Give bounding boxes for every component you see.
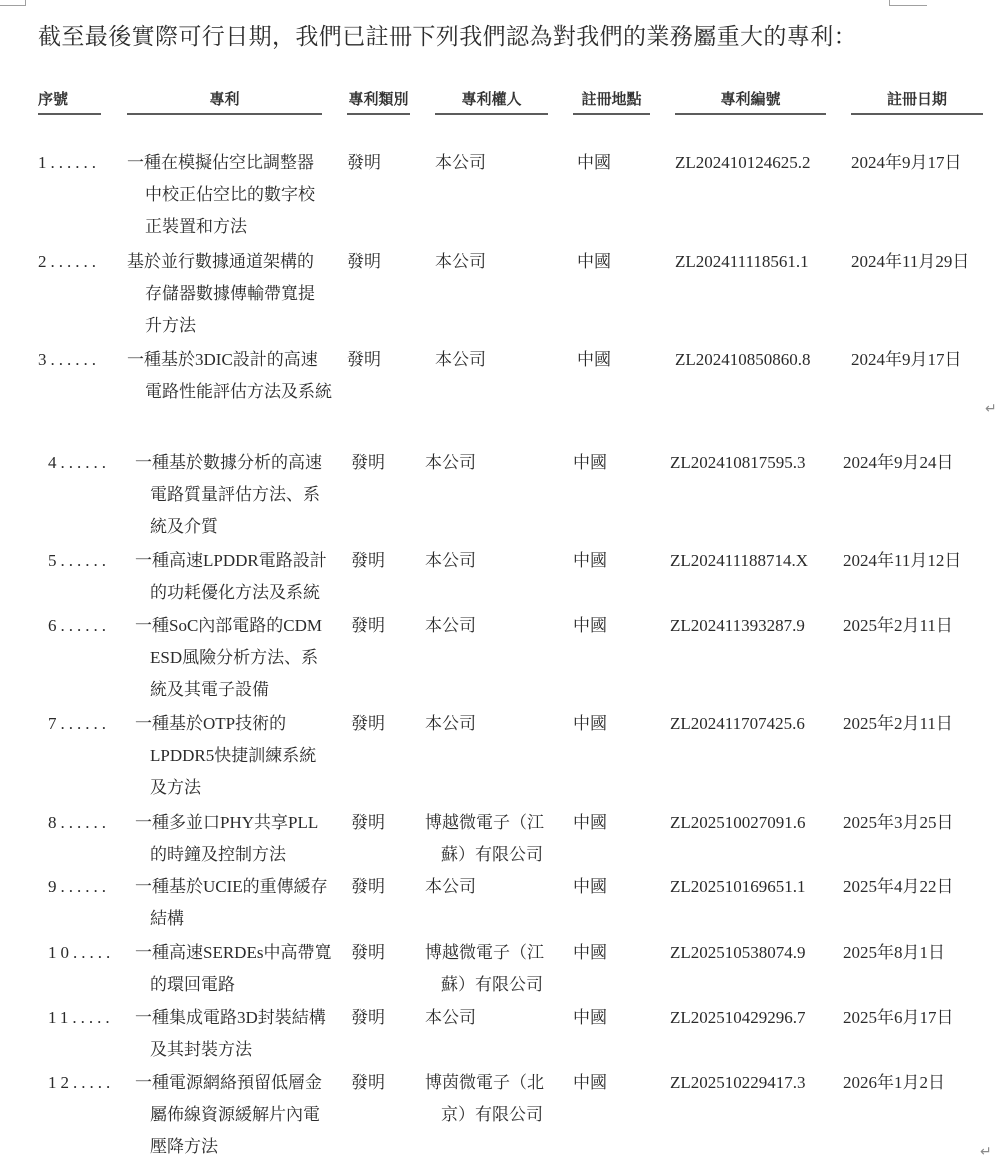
row-index: 11..... <box>48 1008 114 1027</box>
patent-owner <box>425 1067 544 1131</box>
patent-name <box>127 246 315 342</box>
patent-owner-line: 本公司 <box>425 1008 476 1027</box>
patent-name-line: 一種電源網絡預留低層金 <box>135 1073 322 1092</box>
patent-name-line: 升方法 <box>145 316 196 335</box>
registration-place: 中國 <box>573 453 607 472</box>
patent-name-line: LPDDR5快捷訓練系統 <box>150 746 317 765</box>
row-index: 2...... <box>38 252 100 271</box>
registration-date: 2025年2月11日 <box>843 616 953 635</box>
patent-name-line: 正裝置和方法 <box>145 217 247 236</box>
patent-number: ZL202411393287.9 <box>670 616 805 635</box>
patent-type: 發明 <box>351 877 385 896</box>
patent-number: ZL202410124625.2 <box>675 153 811 172</box>
paragraph-mark-icon: ↵ <box>985 401 997 417</box>
registration-date: 2026年1月2日 <box>843 1073 945 1092</box>
patent-type: 發明 <box>351 1073 385 1092</box>
patent-owner-line: 本公司 <box>425 877 476 896</box>
registration-date: 2024年9月17日 <box>851 153 962 172</box>
patent-owner <box>425 807 544 871</box>
registration-place: 中國 <box>573 714 607 733</box>
header-date: 註冊日期 <box>851 88 983 115</box>
patent-owner <box>425 937 544 1001</box>
patent-name-line: 一種高速LPDDR電路設計 <box>135 551 327 570</box>
patent-owner <box>425 610 476 642</box>
patent-name-line: 中校正佔空比的數字校 <box>145 185 315 204</box>
patent-name <box>127 147 315 243</box>
patent-owner <box>425 545 476 577</box>
patent-name-line: 統及介質 <box>150 517 218 536</box>
registration-place: 中國 <box>573 943 607 962</box>
patent-number: ZL202410817595.3 <box>670 453 806 472</box>
patent-owner-line: 本公司 <box>425 551 476 570</box>
registration-date: 2025年8月1日 <box>843 943 945 962</box>
row-index: 4...... <box>48 453 110 472</box>
patent-type: 發明 <box>347 350 381 369</box>
patent-name-line: 一種基於OTP技術的 <box>135 714 287 733</box>
patent-name-line: 統及其電子設備 <box>150 680 269 699</box>
patent-name-line: 一種基於3DIC設計的高速 <box>127 350 318 369</box>
registration-place: 中國 <box>573 616 607 635</box>
patent-number: ZL202411188714.X <box>670 551 809 570</box>
patent-owner-line: 本公司 <box>435 252 486 271</box>
patent-type: 發明 <box>351 616 385 635</box>
patent-owner-line: 本公司 <box>435 350 486 369</box>
patent-name-line: 一種集成電路3D封裝結構 <box>135 1008 326 1027</box>
patent-number: ZL202411118561.1 <box>675 252 809 271</box>
row-index: 12..... <box>48 1073 115 1092</box>
page-corner-mark-right <box>889 0 927 6</box>
patent-owner-line: 博茵微電子（北 <box>425 1073 544 1092</box>
header-number: 專利編號 <box>675 88 826 115</box>
registration-place: 中國 <box>573 813 607 832</box>
patent-owner <box>435 344 486 376</box>
header-no: 序號 <box>38 88 101 115</box>
patent-name-line: 一種基於UCIE的重傳緩存 <box>135 877 328 896</box>
patent-name-line: 基於並行數據通道架構的 <box>127 252 314 271</box>
patent-name-line: 存儲器數據傳輸帶寬提 <box>145 284 315 303</box>
patent-name-line: 電路性能評估方法及系統 <box>145 382 332 401</box>
registration-date: 2024年11月12日 <box>843 551 962 570</box>
patent-owner-line: 博越微電子（江 <box>425 813 544 832</box>
patent-name <box>135 1067 322 1163</box>
patent-owner-line: 本公司 <box>425 714 476 733</box>
registration-date: 2025年6月17日 <box>843 1008 954 1027</box>
registration-date: 2024年9月24日 <box>843 453 954 472</box>
patent-owner-line: 蘇）有限公司 <box>441 845 543 864</box>
registration-place: 中國 <box>573 551 607 570</box>
patent-name <box>135 610 322 706</box>
page-corner-mark-left <box>0 0 26 6</box>
patent-name-line: 一種多並口PHY共享PLL <box>135 813 319 832</box>
paragraph-mark-icon: ↵ <box>980 1144 992 1160</box>
patent-type: 發明 <box>351 551 385 570</box>
patent-name-line: 屬佈線資源緩解片內電 <box>150 1105 320 1124</box>
row-index: 9...... <box>48 877 110 896</box>
patent-name <box>135 807 318 871</box>
patent-owner <box>425 708 476 740</box>
patent-owner-line: 本公司 <box>425 616 476 635</box>
row-index: 7...... <box>48 714 110 733</box>
patent-name-line: 一種高速SERDEs中高帶寬 <box>135 943 332 962</box>
patent-owner <box>435 147 486 179</box>
row-index: 6...... <box>48 616 110 635</box>
header-owner: 專利權人 <box>435 88 548 115</box>
patent-name <box>135 937 331 1001</box>
registration-date: 2025年4月22日 <box>843 877 954 896</box>
registration-place: 中國 <box>577 252 611 271</box>
patent-name <box>127 344 332 408</box>
row-index: 5...... <box>48 551 110 570</box>
patent-owner-line: 博越微電子（江 <box>425 943 544 962</box>
patent-name-line: 壓降方法 <box>150 1137 218 1156</box>
registration-place: 中國 <box>577 153 611 172</box>
patent-name <box>135 1002 326 1066</box>
patent-owner-line: 本公司 <box>435 153 486 172</box>
patent-name-line: 的功耗優化方法及系統 <box>150 583 320 602</box>
patent-name-line: 一種基於數據分析的高速 <box>135 453 322 472</box>
patent-name-line: 電路質量評估方法、系 <box>150 485 320 504</box>
row-index: 10..... <box>48 943 115 962</box>
patent-name-line: 及其封裝方法 <box>150 1040 252 1059</box>
intro-paragraph: 截至最後實際可行日期，我們已註冊下列我們認為對我們的業務屬重大的專利： <box>38 24 857 49</box>
patent-name-line: 的時鐘及控制方法 <box>150 845 286 864</box>
patent-owner <box>425 871 476 903</box>
patent-owner-line: 京）有限公司 <box>441 1105 543 1124</box>
patent-number: ZL202510027091.6 <box>670 813 806 832</box>
patent-number: ZL202510429296.7 <box>670 1008 806 1027</box>
patent-owner <box>425 1002 476 1034</box>
registration-place: 中國 <box>573 877 607 896</box>
registration-date: 2025年2月11日 <box>843 714 953 733</box>
patent-owner <box>425 447 476 479</box>
patent-name <box>135 708 316 804</box>
header-patent: 專利 <box>127 88 322 115</box>
patent-type: 發明 <box>347 252 381 271</box>
patent-number: ZL202411707425.6 <box>670 714 805 733</box>
patent-number: ZL202510538074.9 <box>670 943 806 962</box>
patent-name-line: 一種在模擬佔空比調整器 <box>127 153 314 172</box>
patent-owner-line: 蘇）有限公司 <box>441 975 543 994</box>
patent-type: 發明 <box>351 943 385 962</box>
patent-name-line: ESD風險分析方法、系 <box>150 648 319 667</box>
patent-name-line: 的環回電路 <box>150 975 235 994</box>
patent-number: ZL202410850860.8 <box>675 350 811 369</box>
patent-name <box>135 871 328 935</box>
registration-date: 2024年11月29日 <box>851 252 970 271</box>
registration-place: 中國 <box>573 1073 607 1092</box>
patent-name-line: 結構 <box>150 909 184 928</box>
patent-type: 發明 <box>351 1008 385 1027</box>
patent-type: 發明 <box>351 813 385 832</box>
registration-place: 中國 <box>573 1008 607 1027</box>
patent-name <box>135 447 322 543</box>
patent-number: ZL202510169651.1 <box>670 877 806 896</box>
patent-owner-line: 本公司 <box>425 453 476 472</box>
registration-place: 中國 <box>577 350 611 369</box>
patent-type: 發明 <box>351 453 385 472</box>
patent-type: 發明 <box>347 153 381 172</box>
patent-name-line: 及方法 <box>150 778 201 797</box>
registration-date: 2025年3月25日 <box>843 813 954 832</box>
patent-owner <box>435 246 486 278</box>
row-index: 1...... <box>38 153 100 172</box>
patent-name-line: 一種SoC內部電路的CDM <box>135 616 323 635</box>
header-place: 註冊地點 <box>573 88 650 115</box>
header-type: 專利類別 <box>347 88 410 115</box>
patent-type: 發明 <box>351 714 385 733</box>
patent-number: ZL202510229417.3 <box>670 1073 806 1092</box>
row-index: 3...... <box>38 350 100 369</box>
row-index: 8...... <box>48 813 110 832</box>
patent-name <box>135 545 327 609</box>
registration-date: 2024年9月17日 <box>851 350 962 369</box>
